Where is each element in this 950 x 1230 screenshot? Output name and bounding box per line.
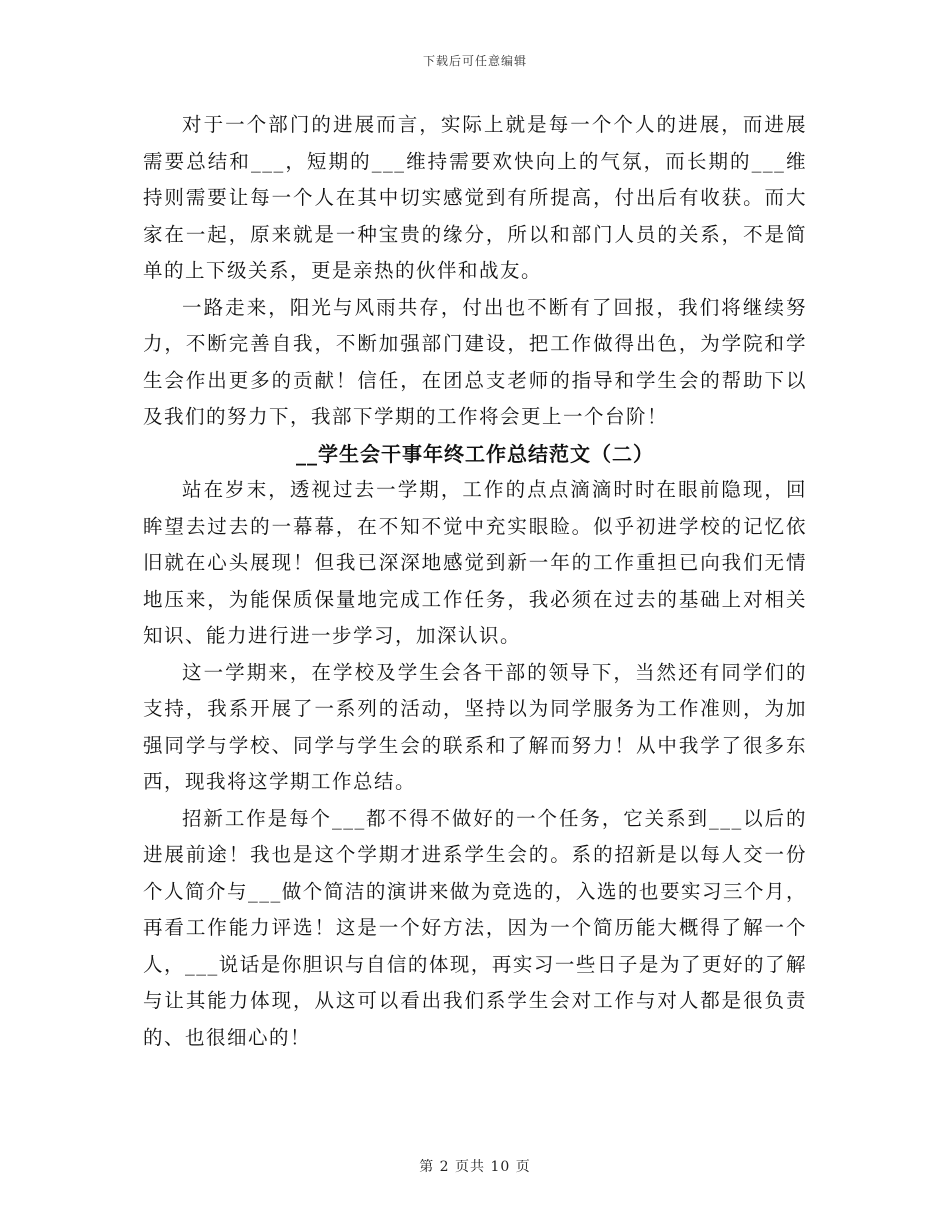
- paragraph: 这一学期来，在学校及学生会各干部的领导下，当然还有同学们的支持，我系开展了一系列的活动，坚持以为同学服务为工作准则，为加强同学与学校、同学与学生会的联系和了解而努力！从中我学了很多东西，现我将这学期工作总结。: [143, 660, 807, 793]
- paragraph: 一路走来，阳光与风雨共存，付出也不断有了回报，我们将继续努力，不断完善自我，不断加强部门建设，把工作做得出色，为学院和学生会作出更多的贡献！信任，在团总支老师的指导和学生会的帮助下以及我们的努力下，我部下学期的工作将会更上一个台阶！: [143, 295, 807, 428]
- page-footer: 第 2 页共 10 页: [419, 1159, 531, 1175]
- paragraph: 对于一个部门的进展而言，实际上就是每一个个人的进展，而进展需要总结和___，短期的___维持需要欢快向上的气氛，而长期的___维持则需要让每一个人在其中切实感觉到有所提高，付出后有收获。而大家在一起，原来就是一种宝贵的缘分，所以和部门人员的关系，不是简单的上下级关系，更是亲热的伙伴和战友。: [143, 113, 807, 282]
- document-body: [143, 107, 807, 1056]
- paragraph: 招新工作是每个___都不得不做好的一个任务，它关系到___以后的进展前途！我也是这个学期才进系学生会的。系的招新是以每人交一份个人简介与___做个简洁的演讲来做为竞选的，入选的也要实习三个月，再看工作能力评选！这是一个好方法，因为一个简历能大概得了解一个人，___说话是你胆识与自信的体现，再实习一些日子是为了更好的了解与让其能力体现，从这可以看出我们系学生会对工作与对人都是很负责的、也很细心的！: [143, 806, 807, 1049]
- section-heading: __学生会干事年终工作总结范文（二）: [296, 441, 654, 466]
- paragraph: 站在岁末，透视过去一学期，工作的点点滴滴时时在眼前隐现，回眸望去过去的一幕幕，在不知不觉中充实眼睑。似乎初进学校的记忆依旧就在心头展现！但我已深深地感觉到新一年的工作重担已向我们无情地压来，为能保质保量地完成工作任务，我必须在过去的基础上对相关知识、能力进行进一步学习，加深认识。: [143, 478, 807, 647]
- page-header: 下载后可任意编辑: [422, 54, 527, 68]
